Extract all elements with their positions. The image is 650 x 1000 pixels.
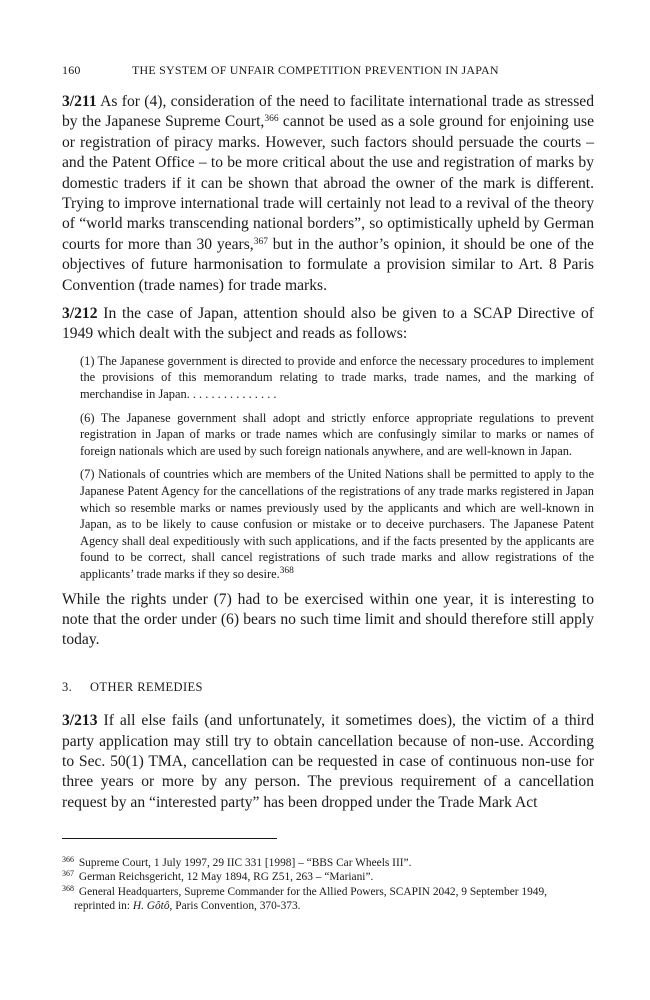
- footnote-continuation: [62, 899, 594, 913]
- quote-item-7-text: (7) Nationals of countries which are members of the United Nations shall be permitted to apply to the Japanese Patent Agency for the cancellations of the registrations of any trade marks registered in Japan which so resemble marks or names previously used by the applicants and which are well-known in Japan, as to be likely to cause confusion or mistake or to deceive purchasers. The Japanese Patent Agency shall deal expeditiously with such applications, and if the facts presented by the applicants are found to be correct, shall cancel registrations of such trade marks and allow registrations of the applicants’ trade marks if they so desire.: [80, 467, 594, 581]
- section-title: OTHER REMEDIES: [90, 679, 203, 694]
- paragraph-after-quote: While the rights under (7) had to be exercised within one year, it is interesting to note that the order under (6) bears no such time limit and should therefore still apply today.: [62, 590, 594, 649]
- paragraph-number: 3/213: [62, 712, 98, 730]
- page-number: 160: [62, 63, 81, 77]
- paragraph-number: 3/212: [62, 305, 98, 323]
- paragraph-text: As for (4), consideration of the need to facilitate international trade as stressed by the Japanese Supreme Court,: [62, 93, 594, 131]
- paragraph-text: In the case of Japan, attention should also be given to a SCAP Directive of 1949 which dealt with the subject and reads as follows:: [62, 305, 594, 343]
- paragraph-text: If all else fails (and unfortunately, it sometimes does), the victim of a third party application may still try to obtain cancellation because of non-use. According to Sec. 50(1) TMA, cancellation can be requested in case of continuous non-use for three years or more by any person. The previous requirement of a cancellation request by an “interested party” has been dropped under the Trade Mark Act: [62, 712, 594, 811]
- paragraph-number: 3/211: [62, 93, 97, 110]
- section-heading: [62, 677, 594, 697]
- footnote-ref-366: 366: [264, 114, 279, 125]
- footnote-author: H. Gôtô: [132, 900, 170, 913]
- footnote-ref-368: 368: [279, 566, 294, 576]
- footnote-text: reprinted in:: [74, 900, 133, 913]
- footnote-text: , Paris Convention, 370-373.: [169, 900, 301, 913]
- footnotes: [62, 856, 594, 914]
- footnote-number: 367: [62, 869, 74, 879]
- running-header: [62, 63, 594, 78]
- footnote-separator: [62, 838, 277, 839]
- main-text: [62, 92, 594, 813]
- footnote-367: [62, 870, 594, 884]
- footnote-368: [62, 885, 594, 914]
- paragraph-3-211: [62, 92, 594, 296]
- paragraph-3-212: [62, 304, 594, 345]
- quote-item-1: (1) The Japanese government is directed to provide and enforce the necessary procedures to implement the provisions of this memorandum relating to trade marks, trade names, and the marking of merchandise in Japan. . . . . . . . . . . . . . .: [80, 353, 594, 402]
- block-quote: [80, 353, 594, 583]
- footnote-number: 368: [62, 883, 74, 893]
- section-number: 3.: [62, 679, 73, 694]
- paragraph-text: cannot be used as a sole ground for enjoining use or registration of piracy marks. However, such factors should persuade the courts – and the Patent Office – to be more critical about the use and registration of marks by domestic traders if it can be shown that abroad the owner of the mark is different. Trying to improve international trade will certainly not lead to a revival of the theory of “world marks transcending national borders”, so optimistically upheld by German courts for more than 30 years,: [62, 113, 594, 253]
- running-title: THE SYSTEM OF UNFAIR COMPETITION PREVENTION IN JAPAN: [132, 63, 499, 77]
- footnote-number: 366: [62, 855, 74, 864]
- footnote-366: [62, 856, 594, 870]
- quote-item-7: [80, 466, 594, 582]
- paragraph-3-213: [62, 711, 594, 813]
- footnote-ref-367: 367: [253, 236, 268, 247]
- footnote-text: German Reichsgericht, 12 May 1894, RG Z51, 263 – “Mariani”.: [76, 871, 374, 884]
- footnote-text: General Headquarters, Supreme Commander for the Allied Powers, SCAPIN 2042, 9 September 1949,: [76, 885, 548, 898]
- quote-item-6: (6) The Japanese government shall adopt and strictly enforce appropriate regulations to prevent registration in Japan of marks or trade names which are confusingly similar to marks or names of foreign nationals which are used by such foreign nationals anywhere, and are well-known in Japan.: [80, 410, 594, 458]
- footnote-text: Supreme Court, 1 July 1997, 29 IIC 331 [1998] – “BBS Car Wheels III”.: [76, 857, 412, 869]
- paragraph-text: but in the author’s opinion, it should be one of the objectives of future harmonisation to formulate a provision similar to Art. 8 Paris Convention (trade names) for trade marks.: [62, 235, 594, 294]
